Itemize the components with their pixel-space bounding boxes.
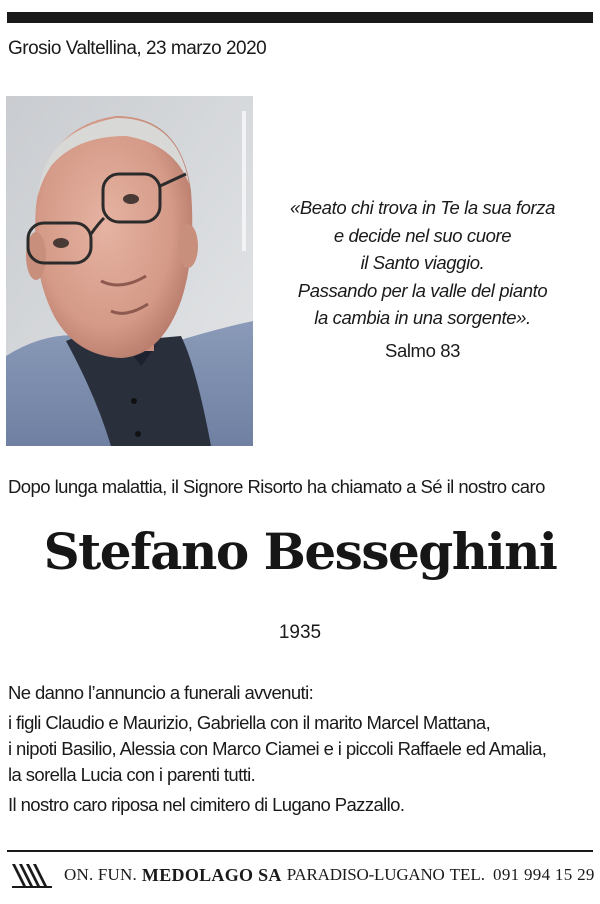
announcement-lead: Ne danno l’annuncio a funerali avvenuti: [8,682,314,703]
top-rule [7,12,593,23]
footer-tel-label: TEL. [449,865,486,884]
portrait-photo [6,96,253,446]
quote-line: il Santo viaggio. [360,252,485,273]
footer-tel-number: 091 994 15 29 [493,865,595,884]
funeral-home-footer [10,860,595,890]
family-line: i figli Claudio e Maurizio, Gabriella con il marito Marcel Mattana, [8,712,491,733]
quote-source: Salmo 83 [385,340,460,361]
family-line: la sorella Lucia con i parenti tutti. [8,764,256,785]
footer-company: MEDOLAGO SA [141,864,282,885]
quote-line: e decide nel suo cuore [333,224,512,246]
burial-text: Il nostro caro riposa nel cimitero di Lugano Pazzallo. [8,794,405,815]
bible-quote [270,194,575,332]
funeral-home-logo-icon [10,862,54,888]
quote-line: Passando per la valle del pianto [297,279,548,301]
footer-location: PARADISO-LUGANO [286,865,445,884]
place-date: Grosio Valtellina, 23 marzo 2020 [8,38,267,59]
quote-line: la cambia in una sorgente». [314,307,531,328]
birth-year: 1935 [278,622,322,643]
bottom-rule [7,850,593,852]
quote-line: «Beato chi trova in Te la sua forza [289,197,556,218]
announcement [8,680,546,818]
footer-prefix: ON. FUN. [64,865,137,884]
intro-text: Dopo lunga malattia, il Signore Risorto ha chiamato a Sé il nostro caro [8,476,545,497]
deceased-name: Stefano Besseghini [43,522,557,581]
family-line: i nipoti Basilio, Alessia con Marco Ciamei e i piccoli Raffaele ed Amalia, [8,738,547,759]
